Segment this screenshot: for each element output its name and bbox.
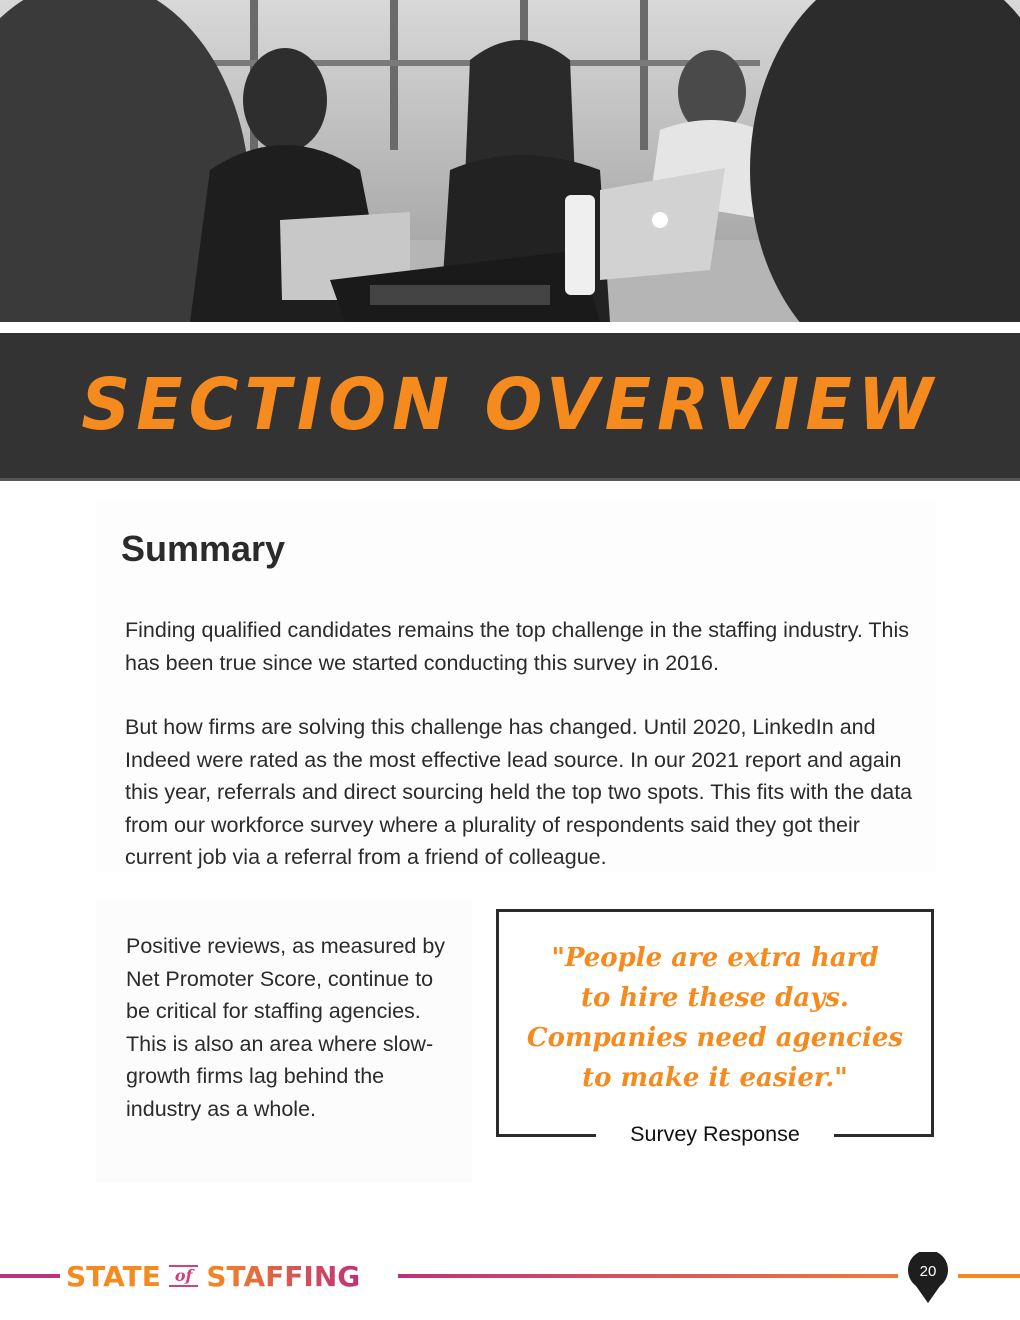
summary-paragraph-2: But how firms are solving this challenge has changed. Until 2020, LinkedIn and Indeed were rated as the most effective lead source. In our 2021 report and again this year, referrals and direct sourcing held the top two spots. This fits with the data from our workforce survey where a plurality of respondents said they got their current job via a referral from a friend of colleague. <box>125 715 913 869</box>
footer-rule-left <box>0 1274 60 1278</box>
page-number: 20 <box>919 1263 937 1280</box>
summary-heading: Summary <box>121 528 286 569</box>
summary-paragraph-1: Finding qualified candidates remains the top challenge in the staffing industry. This has been true since we started conducting this survey in 2016. <box>125 618 910 675</box>
quote-source: Survey Response <box>596 1118 834 1150</box>
section-header-band <box>0 333 1020 481</box>
state-of-staffing-logo <box>66 1258 360 1294</box>
logo-word-staffing: STAFFING <box>206 1259 361 1293</box>
hero-photo <box>0 0 1020 322</box>
section-title: SECTION OVERVIEW <box>81 364 939 447</box>
logo-word-state: STATE <box>66 1259 161 1293</box>
footer-rule-right <box>958 1274 1020 1278</box>
footer-rule-middle <box>398 1274 898 1278</box>
quote-text: "People are extra hard to hire these days. Companies need agencies to make it easier." <box>526 943 904 1093</box>
logo-word-of: of <box>169 1265 199 1287</box>
reviews-paragraph: Positive reviews, as measured by Net Promoter Score, continue to be critical for staffing agencies. This is also an area where slow-growth firms lag behind the industry as a whole. <box>126 934 446 1121</box>
quote-box <box>496 909 934 1137</box>
